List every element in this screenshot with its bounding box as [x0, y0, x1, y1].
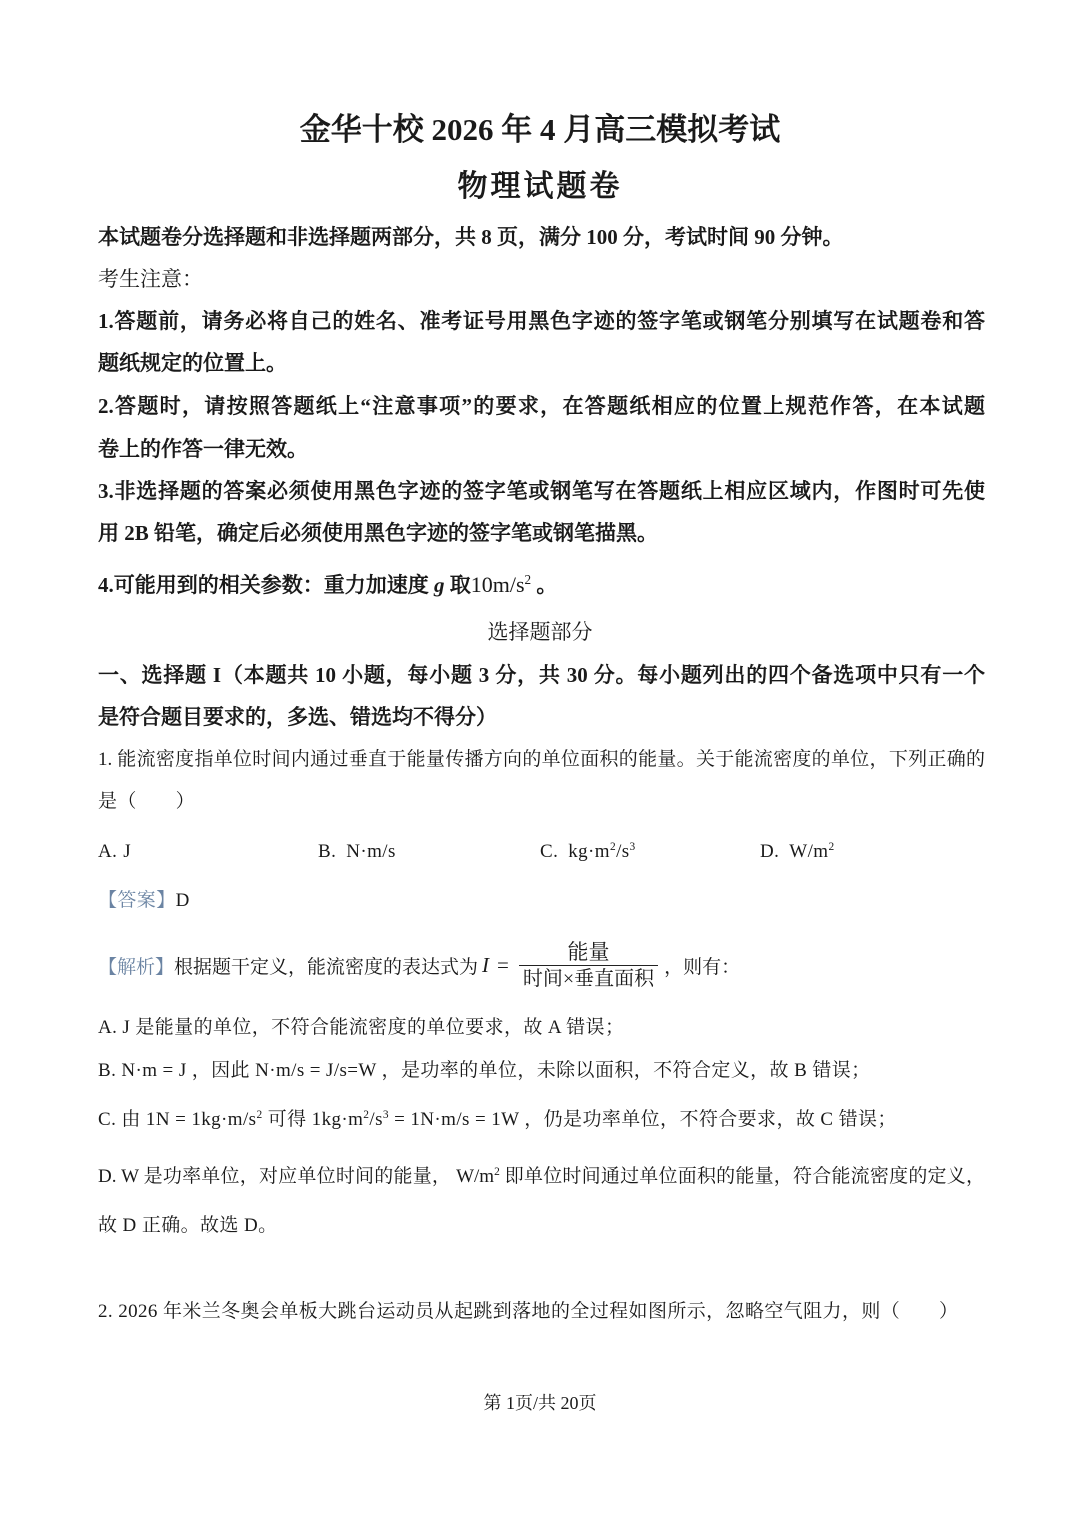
analysis-line: [98, 937, 740, 993]
option-value: J: [123, 841, 132, 862]
option-d: [760, 839, 835, 865]
explanation-exponent: 2: [256, 1109, 263, 1122]
fraction-numerator: 能量: [567, 939, 610, 964]
option-value-part: W/m: [789, 841, 829, 862]
param-prefix: 4.可能用到的相关参数：重力加速度: [98, 573, 429, 597]
explanation-b: B. N·m = J ，因此 N·m/s = J/s=W ，是功率的单位，未除以面积，不符合定义，故 B 错误；: [98, 1060, 871, 1081]
analysis-equals: =: [497, 952, 509, 977]
notice-parameter-line: [98, 571, 557, 599]
option-a: [98, 839, 131, 865]
option-value: N·m/s: [346, 841, 396, 862]
exam-subtitle: 物理试题卷: [457, 170, 623, 203]
param-symbol: g: [434, 573, 445, 597]
analysis-symbol: I: [482, 952, 490, 977]
notice-heading: 考生注意：: [98, 267, 203, 291]
notice-line: 1.答题前，请务必将自己的姓名、准考证号用黑色字迹的签字笔或钢笔分别填写在试题卷和答: [98, 309, 985, 333]
notice-line: 用 2B 铅笔，确定后必须使用黑色字迹的签字笔或钢笔描黑。: [98, 521, 659, 545]
explanation-exponent: 2: [494, 1166, 500, 1179]
page-number: 第 1页/共 20页: [483, 1393, 597, 1413]
explanation-exponent: 2: [363, 1109, 370, 1122]
option-exponent: 3: [629, 841, 636, 854]
option-value: [789, 841, 834, 862]
explanation-part: = 1N·m/s = 1W ，仍是功率单位，不符合要求，故 C 错误；: [388, 1109, 897, 1130]
param-mid: 取: [449, 573, 471, 597]
option-exponent: 2: [609, 841, 617, 854]
explanation-part: /s: [369, 1109, 383, 1130]
explanation-a: A. J 是能量的单位，不符合能流密度的单位要求，故 A 错误；: [98, 1017, 625, 1038]
answer-line: [98, 888, 190, 914]
analysis-tail: ，则有：: [664, 956, 741, 978]
explanation-part: 即单位时间通过单位面积的能量，符合能流密度的定义，: [499, 1166, 985, 1187]
explanation-part: D. W 是功率单位，对应单位时间的能量， W/m: [98, 1166, 495, 1187]
question2-stem: 2. 2026 年米兰冬奥会单板大跳台运动员从起跳到落地的全过程如图所示，忽略空气阻力，则（ ）: [98, 1301, 959, 1322]
part-heading-line: 一、选择题 I（本题共 10 小题，每小题 3 分，共 30 分。每小题列出的四个备选项中只有一个: [98, 663, 985, 687]
option-b: [318, 839, 396, 865]
option-exponent: 2: [828, 841, 835, 854]
option-value: [568, 841, 635, 862]
answer-label: 【答案】: [98, 890, 176, 911]
param-suffix: 。: [531, 573, 558, 597]
question1-stem-line: 1. 能流密度指单位时间内通过垂直于能量传播方向的单位面积的能量。关于能流密度的单位，下列正确的: [98, 749, 985, 770]
energy-flux-fraction: [519, 939, 658, 992]
explanation-part: 可得 1kg·m: [262, 1109, 364, 1130]
notice-line: 卷上的作答一律无效。: [98, 437, 308, 461]
fraction-denominator: 时间×垂直面积: [519, 965, 658, 992]
option-label: D.: [760, 841, 780, 862]
explanation-exponent: 3: [382, 1109, 389, 1122]
analysis-label: 【解析】: [98, 956, 175, 978]
answer-value: D: [175, 890, 190, 911]
option-label: C.: [540, 841, 559, 862]
part-heading-line: 是符合题目要求的，多选、错选均不得分）: [98, 705, 497, 729]
explanation-part: C. 由 1N = 1kg·m/s: [98, 1109, 257, 1130]
question1-options: [0, 839, 1080, 865]
option-value-part: /s: [616, 841, 630, 862]
notice-line: 题纸规定的位置上。: [98, 351, 287, 375]
option-c: [540, 839, 636, 865]
exam-intro: 本试题卷分选择题和非选择题两部分，共 8 页，满分 100 分，考试时间 90 分钟。: [98, 225, 844, 249]
notice-line: 2.答题时，请按照答题纸上“注意事项”的要求，在答题纸相应的位置上规范作答，在本试题: [98, 394, 985, 418]
question1-stem-line: 是（ ）: [98, 791, 196, 812]
param-value-unit: 10m/s: [470, 572, 525, 597]
param-value: [471, 572, 531, 597]
option-label: B.: [318, 841, 337, 862]
explanation-c: [98, 1107, 897, 1133]
option-label: A.: [98, 841, 118, 862]
explanation-d-continued: 故 D 正确。故选 D。: [98, 1215, 278, 1236]
option-value-part: kg·m: [568, 841, 610, 862]
analysis-intro: 根据题干定义，能流密度的表达式为: [174, 956, 479, 978]
exam-title: 金华十校 2026 年 4 月高三模拟考试: [299, 112, 781, 147]
param-exponent: 2: [524, 572, 532, 588]
notice-line: 3.非选择题的答案必须使用黑色字迹的签字笔或钢笔写在答题纸上相应区域内，作图时可先使: [98, 479, 985, 503]
section-title: 选择题部分: [487, 620, 593, 644]
explanation-d: [98, 1164, 985, 1190]
